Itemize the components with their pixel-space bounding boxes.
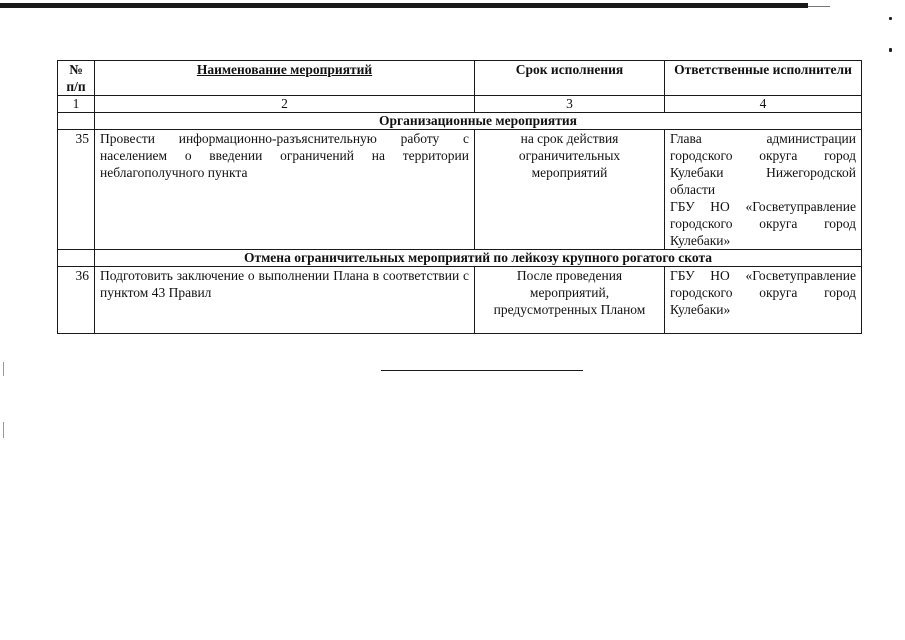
document-end-line bbox=[381, 370, 583, 371]
table-row bbox=[58, 267, 862, 334]
section-row-cancellation bbox=[58, 250, 862, 267]
row-deadline: После проведения мероприятий, предусмотренных Планом bbox=[475, 267, 665, 334]
scan-speck bbox=[889, 17, 892, 20]
column-index: 3 bbox=[475, 96, 665, 113]
scan-top-border-tail bbox=[808, 6, 830, 7]
row-responsible bbox=[665, 130, 862, 250]
table-row bbox=[58, 130, 862, 250]
measures-table bbox=[57, 60, 862, 334]
responsible-entry: ГБУ НО «Госветуправление городского округа город Кулебаки» bbox=[670, 268, 856, 317]
column-index: 1 bbox=[58, 96, 95, 113]
scan-top-border bbox=[0, 3, 808, 8]
section-title: Организационные мероприятия bbox=[95, 113, 862, 130]
row-deadline: на срок действия ограничительных мероприятий bbox=[475, 130, 665, 250]
responsible-entry: Глава администрации городского округа город Кулебаки Нижегородской области bbox=[670, 131, 856, 197]
row-number: 35 bbox=[58, 130, 95, 250]
header-name bbox=[95, 61, 475, 96]
responsible-entry: ГБУ НО «Госветуправление городского округа город Кулебаки» bbox=[670, 199, 856, 248]
section-row-organizational bbox=[58, 113, 862, 130]
table-header-row bbox=[58, 61, 862, 96]
section-title: Отмена ограничительных мероприятий по лейкозу крупного рогатого скота bbox=[95, 250, 862, 267]
scan-speck bbox=[889, 48, 892, 52]
column-index: 2 bbox=[95, 96, 475, 113]
scan-edge-mark bbox=[3, 362, 4, 376]
section-empty-cell bbox=[58, 250, 95, 267]
scan-edge-mark bbox=[3, 422, 4, 438]
row-measure-name: Провести информационно-разъяснительную работу с населением о введении ограничений на территории неблагополучного пункта bbox=[95, 130, 475, 250]
row-measure-name: Подготовить заключение о выполнении Плана в соответствии с пунктом 43 Правил bbox=[95, 267, 475, 334]
column-index: 4 bbox=[665, 96, 862, 113]
header-name-text: Наименование мероприятий bbox=[196, 62, 373, 77]
row-number: 36 bbox=[58, 267, 95, 334]
row-responsible bbox=[665, 267, 862, 334]
column-index-row bbox=[58, 96, 862, 113]
header-deadline: Срок исполнения bbox=[475, 61, 665, 96]
header-num: № п/п bbox=[58, 61, 95, 96]
header-responsible: Ответственные исполнители bbox=[665, 61, 862, 96]
section-empty-cell bbox=[58, 113, 95, 130]
